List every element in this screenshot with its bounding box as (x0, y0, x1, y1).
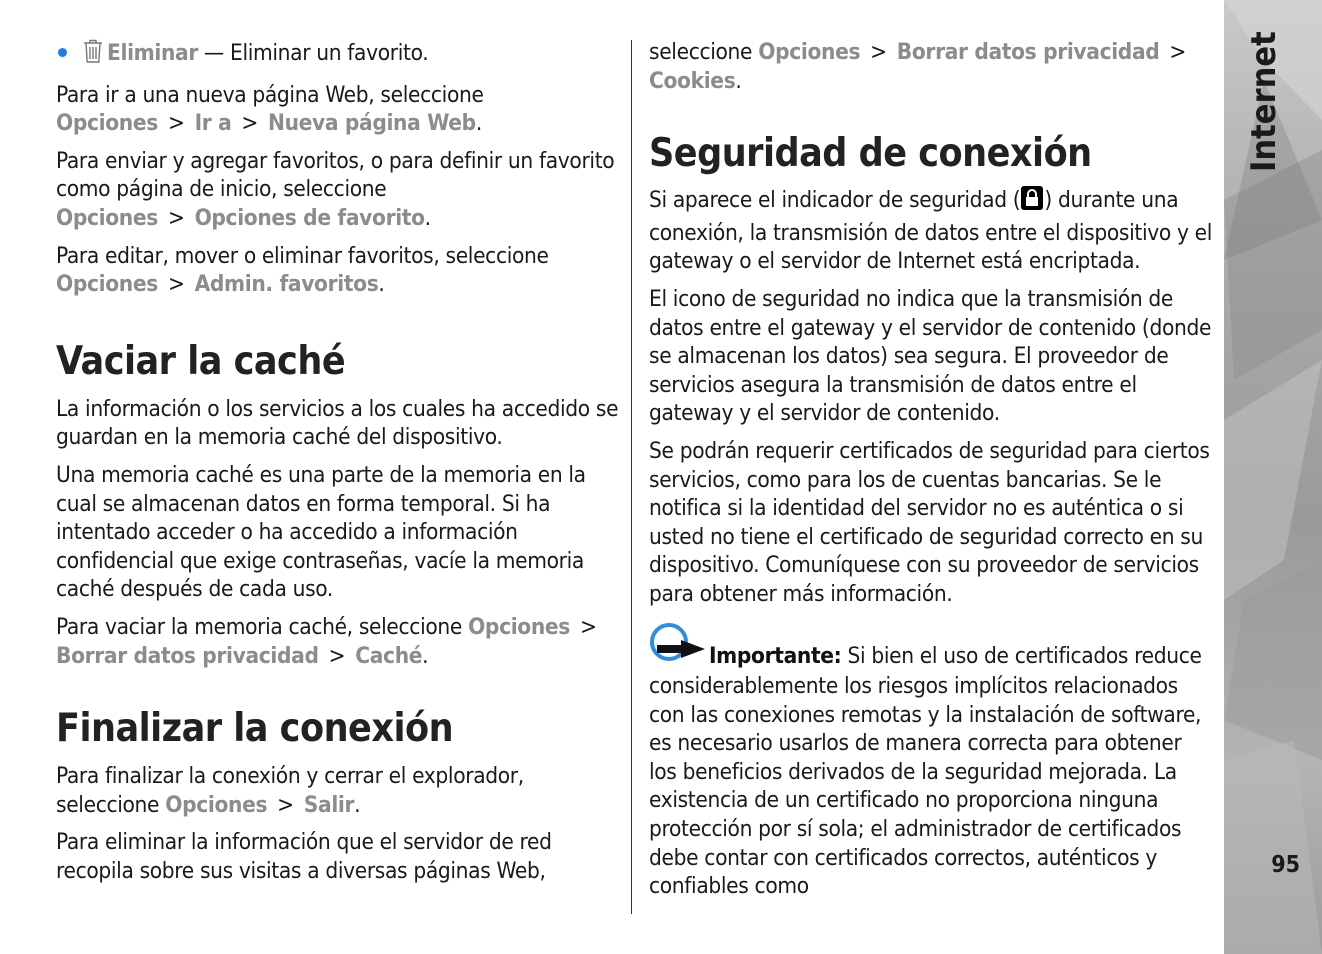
menu-path-opciones: Opciones (165, 791, 268, 818)
section-sidebar (1224, 0, 1322, 954)
para-cont-text: seleccione (649, 39, 753, 65)
heading-vaciar-cache: Vaciar la caché (56, 338, 346, 384)
para-send-favorites: Para enviar y agregar favoritos, o para definir un favorito como página de inicio, seleccione Opciones > Opciones de favorito. (56, 147, 615, 231)
heading-finalizar-conexion: Finalizar la conexión (56, 706, 454, 752)
para-send-text: Para enviar y agregar favoritos, o para definir un favorito como página de inicio, seleccione (56, 147, 615, 203)
menu-path-opciones: Opciones (56, 271, 158, 298)
menu-path-admin-favoritos: Admin. favoritos (194, 271, 379, 298)
right-column (649, 38, 1214, 910)
para-cookies-continued: seleccione Opciones > Borrar datos privacidad > Cookies. (649, 39, 1187, 94)
para-cache-1: La información o los servicios a los cuales ha accedido se guardan en la memoria caché del dispositivo. (56, 395, 619, 451)
column-divider (631, 40, 632, 914)
left-column (56, 38, 621, 894)
heading-seguridad-conexion: Seguridad de conexión (649, 131, 1092, 177)
para-cache-2: Una memoria caché es una parte de la memoria en la cual se almacenan datos en forma temporal. Si ha intentado acceder o ha accedido a información confidencial que exige contraseñas, vacíe la memoria caché después de cada uso. (56, 461, 586, 603)
para-security-1 (649, 185, 1214, 276)
page-number: 95 (1271, 852, 1300, 878)
menu-path-opciones: Opciones (758, 39, 861, 65)
menu-path-cache: Caché (355, 642, 423, 669)
para-security-2: El icono de seguridad no indica que la transmisión de datos entre el gateway y el servidor de contenido (donde se almacenan los datos) sea segura. El proveedor de servicios asegura la transmisión de datos entre el gateway y el servidor de contenido. (649, 285, 1212, 427)
menu-path-borrar-datos: Borrar datos privacidad (56, 642, 319, 669)
para-new-page-text: Para ir a una nueva página Web, seleccione (56, 81, 484, 108)
menu-path-salir: Salir (303, 791, 355, 818)
menu-path-nueva-pagina: Nueva página Web (268, 110, 476, 137)
para-sec-1-b: ) durante una conexión, la transmisión de datos entre el dispositivo y el gateway o el servidor de Internet está encriptada. (649, 187, 1213, 275)
menu-path-opciones: Opciones (56, 110, 158, 137)
para-security-3: Se podrán requerir certificados de seguridad para ciertos servicios, como para los de cuentas bancarias. Se le notifica si la identidad del servidor no es auténtica o si usted no tiene el certificado de seguridad correcto en su dispositivo. Comuníquese con su proveedor de servicios para obtener más información. (649, 437, 1210, 607)
menu-path-cookies: Cookies (649, 67, 736, 94)
menu-path-borrar-datos: Borrar datos privacidad (896, 39, 1160, 65)
para-final-1-text: Para finalizar la conexión y cerrar el explorador, seleccione (56, 763, 524, 818)
para-final-2: Para eliminar la información que el servidor de red recopila sobre sus visitas a diversas páginas Web, (56, 829, 552, 884)
eliminar-label: Eliminar (107, 40, 198, 66)
lock-icon (1020, 185, 1044, 219)
menu-path-opciones: Opciones (468, 613, 571, 640)
trash-icon (81, 38, 105, 72)
para-edit-text: Para editar, mover o eliminar favoritos, seleccione (56, 242, 549, 269)
menu-path-ir-a: Ir a (194, 110, 232, 137)
para-new-page: Para ir a una nueva página Web, seleccione Opciones > Ir a > Nueva página Web. (56, 81, 484, 137)
para-final-1: Para finalizar la conexión y cerrar el explorador, seleccione Opciones > Salir. (56, 763, 524, 818)
section-title: Internet (1244, 31, 1284, 172)
para-cache-3: Para vaciar la memoria caché, seleccione Opciones > Borrar datos privacidad > Caché. (56, 613, 597, 669)
important-text: Si bien el uso de certificados reduce considerablemente los riesgos implícitos relacionados con las conexiones remotas y la instalación de software, es necesario usarlos de manera correcta para obtener los beneficios derivados de la seguridad mejorada. La existencia de un certificado no proporciona ninguna protección por sí sola; el administrador de certificados debe contar con certificados correctos, auténticos y confiables como (649, 642, 1202, 900)
important-note (649, 623, 1214, 901)
important-pointer-icon (649, 623, 707, 673)
bullet-dot (58, 48, 67, 57)
important-label: Importante: (709, 642, 842, 669)
eliminar-text: — Eliminar un favorito. (197, 40, 429, 66)
para-edit-favorites: Para editar, mover o eliminar favoritos, seleccione Opciones > Admin. favoritos. (56, 242, 549, 298)
para-cache-3-text: Para vaciar la memoria caché, seleccione (56, 613, 462, 640)
bullet-item-eliminar (56, 38, 621, 72)
menu-path-opciones-favorito: Opciones de favorito (194, 204, 425, 231)
menu-path-opciones: Opciones (56, 204, 158, 231)
para-sec-1-a: Si aparece el indicador de seguridad ( (649, 187, 1021, 214)
